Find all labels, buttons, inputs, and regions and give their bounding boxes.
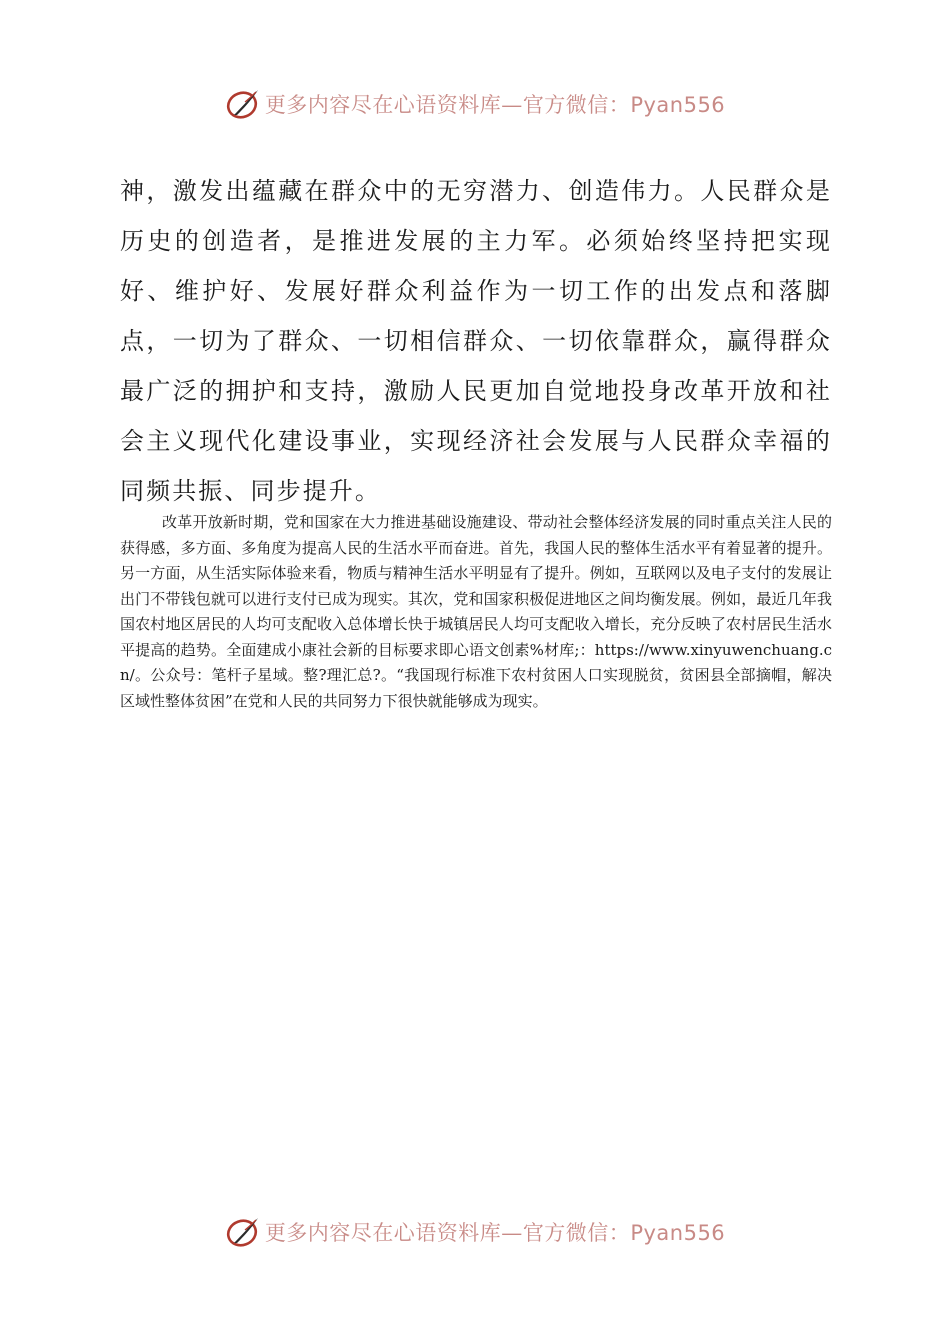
header-banner-text: 更多内容尽在心语资料库—官方微信：Pyan556 xyxy=(264,93,726,117)
header-banner xyxy=(0,84,950,124)
body-paragraph-small: 改革开放新时期，党和国家在大力推进基础设施建设、带动社会整体经济发展的同时重点关注人民的获得感，多方面、多角度为提高人民的生活水平而奋进。首先，我国人民的整体生活水平有着显著的提升。另一方面，从生活实际体验来看，物质与精神生活水平明显有了提升。例如，互联网以及电子支付的发展让出门不带钱包就可以进行支付已成为现实。其次，党和国家积极促进地区之间均衡发展。例如，最近几年我国农村地区居民的人均可支配收入总体增长快于城镇居民人均可支配收入增长，充分反映了农村居民生活水平提高的趋势。全面建成小康社会新的目标要求即心语文创素%材库;：https://www.xinyuwenchuang.cn/。公众号：笔杆子星域。整?理汇总?。“我国现行标准下农村贫困人口实现脱贫，贫困县全部摘帽，解决区域性整体贫困”在党和人民的共同努力下很快就能够成为现实。 xyxy=(120,513,832,710)
quill-logo-icon xyxy=(225,86,261,122)
body-paragraph-large: 神，激发出蕴藏在群众中的无穷潜力、创造伟力。人民群众是历史的创造者，是推进发展的主力军。必须始终坚持把实现好、维护好、发展好群众利益作为一切工作的出发点和落脚点，一切为了群众、一切相信群众、一切依靠群众，赢得群众最广泛的拥护和支持，激励人民更加自觉地投身改革开放和社会主义现代化建设事业，实现经济社会发展与人民群众幸福的同频共振、同步提升。 xyxy=(120,177,832,505)
footer-banner xyxy=(0,1212,950,1252)
footer-banner-text: 更多内容尽在心语资料库—官方微信：Pyan556 xyxy=(264,1221,726,1245)
quill-logo-icon xyxy=(225,1214,261,1250)
